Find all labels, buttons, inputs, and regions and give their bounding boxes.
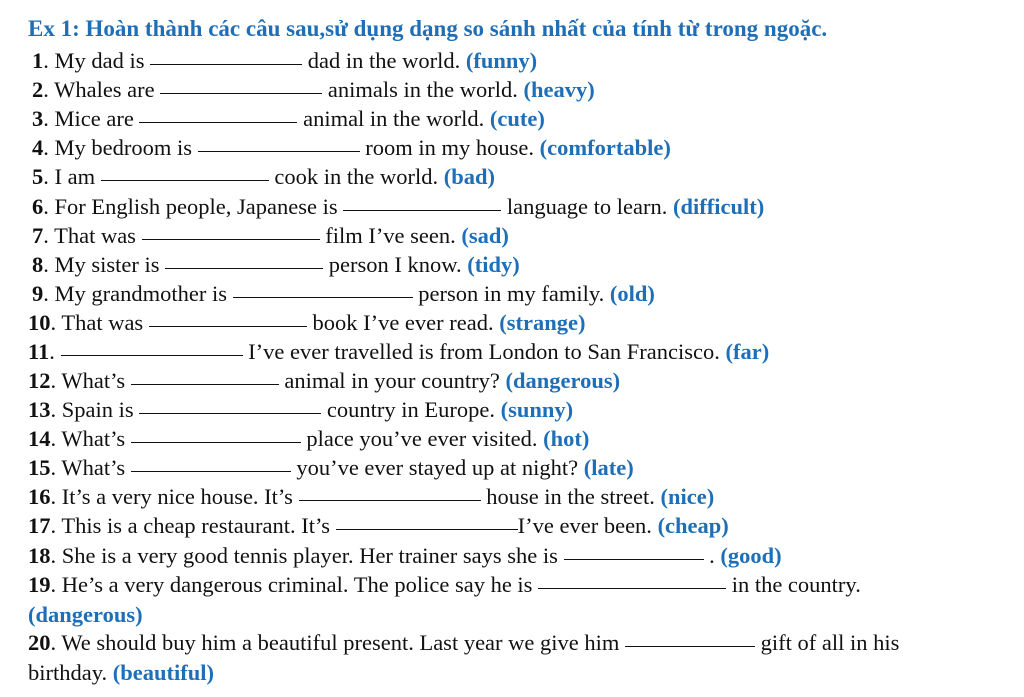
item-text-after: animal in the world.: [297, 106, 490, 131]
item-hint: (difficult): [673, 194, 765, 219]
item-text-before: . For English people, Japanese is: [43, 194, 344, 219]
answer-blank[interactable]: [150, 63, 302, 65]
item-text-before: . Spain is: [50, 397, 140, 422]
item-hint: (late): [583, 455, 634, 480]
answer-blank[interactable]: [131, 470, 291, 472]
item-text-before: . What’s: [50, 368, 131, 393]
item-text-after: cook in the world.: [268, 164, 444, 189]
item-hint: (heavy): [523, 77, 595, 102]
item-text-after: house in the street.: [480, 484, 661, 509]
exercise-item: [28, 395, 573, 424]
exercise-item: [32, 250, 520, 279]
item-text-after: animal in your country?: [278, 368, 506, 393]
answer-blank[interactable]: [142, 238, 320, 240]
answer-blank[interactable]: [343, 209, 501, 211]
item-text-after: book I’ve ever read.: [306, 310, 500, 335]
item-text-before: . My dad is: [43, 48, 151, 73]
item-number: 13: [28, 397, 51, 422]
item-number: 8: [32, 252, 44, 277]
exercise-item: [28, 337, 769, 366]
item-text-before: .: [49, 339, 61, 364]
item-text-before: . I am: [43, 164, 101, 189]
answer-blank[interactable]: [538, 587, 726, 589]
exercise-item: [28, 308, 585, 337]
exercise-item: [28, 570, 861, 599]
answer-blank[interactable]: [160, 92, 322, 94]
item-hint: (strange): [499, 310, 586, 335]
item-hint: (comfortable): [539, 135, 671, 160]
exercise-item: [32, 75, 595, 104]
exercise-item: [32, 104, 545, 133]
item-number: 9: [32, 281, 44, 306]
answer-blank[interactable]: [625, 645, 755, 647]
item-number: 15: [28, 455, 51, 480]
answer-blank[interactable]: [139, 121, 297, 123]
answer-blank[interactable]: [131, 441, 301, 443]
item-text-before: . We should buy him a beautiful present. Last year we give him: [50, 630, 626, 655]
answer-blank[interactable]: [149, 325, 307, 327]
item-text-after: animals in the world.: [322, 77, 524, 102]
item-hint: (far): [725, 339, 770, 364]
item-text-after: you’ve ever stayed up at night?: [290, 455, 584, 480]
answer-blank[interactable]: [131, 383, 279, 385]
exercise-item: [32, 162, 495, 191]
exercise-item: [28, 424, 589, 453]
item-text-after: I’ve ever been.: [517, 513, 658, 538]
item-hint: (nice): [660, 484, 715, 509]
item-20-continuation-text: birthday.: [28, 660, 113, 685]
answer-blank[interactable]: [336, 528, 518, 530]
item-hint: (tidy): [467, 252, 520, 277]
exercise-item: [28, 366, 620, 395]
item-text-after: .: [703, 543, 721, 568]
item-hint: (old): [609, 281, 655, 306]
item-number: 18: [28, 543, 51, 568]
item-text-after: place you’ve ever visited.: [300, 426, 544, 451]
answer-blank[interactable]: [139, 412, 321, 414]
item-text-before: . My grandmother is: [43, 281, 233, 306]
item-20-continuation: [28, 658, 214, 687]
item-hint: (hot): [543, 426, 590, 451]
item-text-before: . He’s a very dangerous criminal. The police say he is: [50, 572, 539, 597]
item-number: 10: [28, 310, 51, 335]
exercise-item: [32, 279, 655, 308]
exercise-item: [28, 453, 634, 482]
item-text-after: I’ve ever travelled is from London to San Francisco.: [242, 339, 726, 364]
exercise-title: Ex 1: Hoàn thành các câu sau,sử dụng dạng so sánh nhất của tính từ trong ngoặc.: [28, 16, 828, 41]
item-text-after: gift of all in his: [755, 630, 900, 655]
item-number: 19: [28, 572, 51, 597]
item-19-hint: (dangerous): [28, 602, 143, 627]
item-text-before: . She is a very good tennis player. Her trainer says she is: [50, 543, 564, 568]
item-text-before: . It’s a very nice house. It’s: [50, 484, 299, 509]
item-hint: (sad): [461, 223, 509, 248]
item-number: 17: [28, 513, 51, 538]
exercise-item: [32, 46, 537, 75]
item-text-after: country in Europe.: [321, 397, 501, 422]
item-text-before: . Mice are: [43, 106, 140, 131]
item-text-before: . Whales are: [43, 77, 161, 102]
item-hint: (good): [720, 543, 782, 568]
exercise-item: [28, 541, 782, 570]
item-19-continuation: [28, 600, 143, 629]
item-text-after: person in my family.: [412, 281, 610, 306]
item-number: 14: [28, 426, 51, 451]
exercise-item: [32, 133, 671, 162]
item-text-before: . What’s: [50, 455, 131, 480]
item-hint: (cheap): [657, 513, 729, 538]
exercise-item: [32, 192, 764, 221]
item-text-before: . My bedroom is: [43, 135, 198, 160]
item-20-hint: (beautiful): [112, 660, 215, 685]
item-number: 12: [28, 368, 51, 393]
item-text-after: room in my house.: [359, 135, 540, 160]
item-text-after: film I’ve seen.: [319, 223, 462, 248]
item-number: 11: [28, 339, 50, 364]
item-hint: (cute): [489, 106, 545, 131]
answer-blank[interactable]: [564, 558, 704, 560]
item-text-after: in the country.: [726, 572, 861, 597]
item-text-before: . That was: [50, 310, 149, 335]
answer-blank[interactable]: [198, 150, 360, 152]
item-number: 5: [32, 164, 44, 189]
answer-blank[interactable]: [61, 354, 243, 356]
item-text-before: . This is a cheap restaurant. It’s: [50, 513, 336, 538]
item-hint: (sunny): [500, 397, 574, 422]
item-number: 3: [32, 106, 44, 131]
answer-blank[interactable]: [165, 267, 323, 269]
exercise-item: [28, 628, 899, 657]
item-number: 16: [28, 484, 51, 509]
item-text-after: language to learn.: [501, 194, 674, 219]
item-hint: (funny): [465, 48, 538, 73]
item-text-before: . That was: [43, 223, 142, 248]
item-text-after: dad in the world.: [302, 48, 466, 73]
item-number: 6: [32, 194, 44, 219]
item-text-after: person I know.: [323, 252, 468, 277]
exercise-item: [28, 511, 729, 540]
item-number: 20: [28, 630, 51, 655]
exercise-item: [28, 482, 714, 511]
answer-blank[interactable]: [233, 296, 413, 298]
item-hint: (dangerous): [505, 368, 621, 393]
item-number: 2: [32, 77, 44, 102]
item-hint: (bad): [443, 164, 495, 189]
exercise-item: [32, 221, 509, 250]
item-text-before: . My sister is: [43, 252, 166, 277]
answer-blank[interactable]: [101, 179, 269, 181]
item-number: 1: [32, 48, 44, 73]
item-text-before: . What’s: [50, 426, 131, 451]
answer-blank[interactable]: [299, 499, 481, 501]
item-number: 7: [32, 223, 44, 248]
item-number: 4: [32, 135, 44, 160]
